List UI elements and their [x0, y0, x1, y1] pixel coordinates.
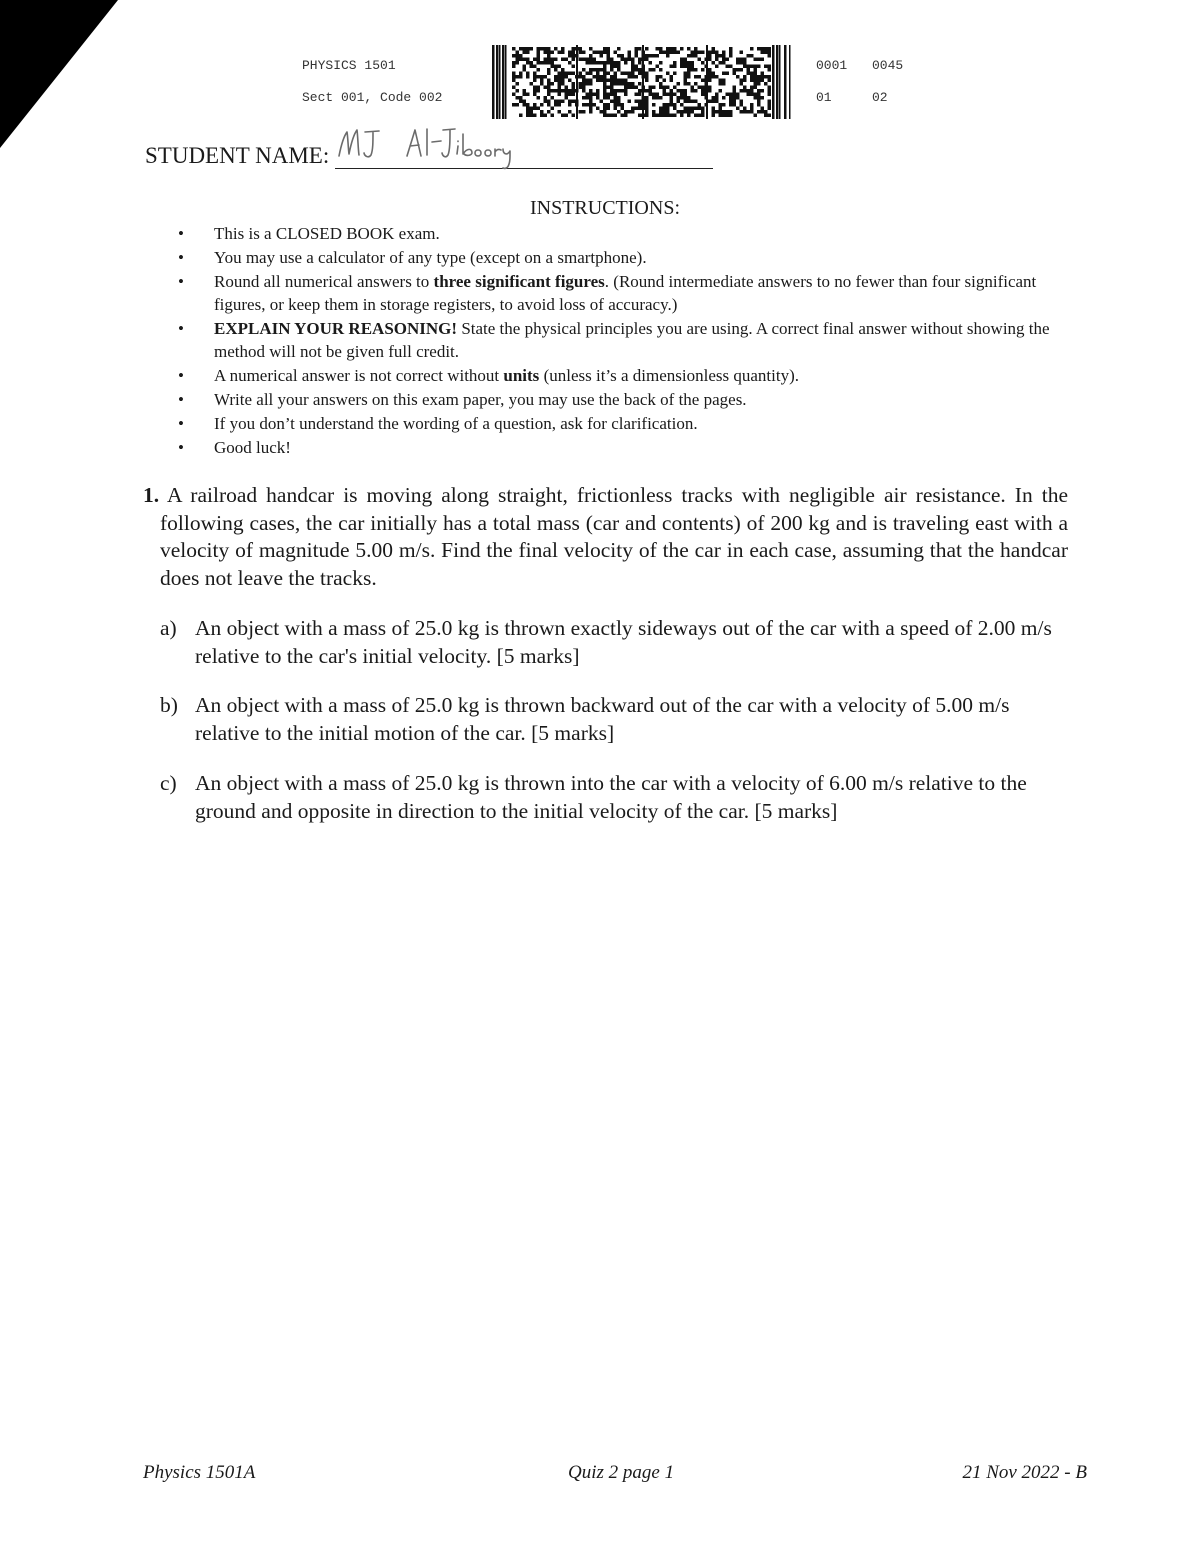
part-text: An object with a mass of 25.0 kg is thrown into the car with a velocity of 6.00 m/s relative to the ground and opposite in direction to the initial velocity of the car. [5 marks]	[195, 771, 1027, 823]
part-label: a)	[160, 616, 177, 640]
instruction-item: • This is a CLOSED BOOK exam.	[172, 222, 1072, 245]
course-code: PHYSICS 1501	[302, 58, 396, 73]
barcode-icon	[492, 45, 794, 119]
part-text: An object with a mass of 25.0 kg is thrown exactly sideways out of the car with a speed of 2.00 m/s relative to the car's initial velocity. [5 marks]	[195, 616, 1052, 668]
instruction-item: • If you don’t understand the wording of a question, ask for clarification.	[172, 412, 1072, 435]
code-bottom-2: 02	[872, 90, 888, 105]
footer-date: 21 Nov 2022 - B	[962, 1462, 1087, 1483]
question-1	[143, 482, 1068, 592]
course-header	[302, 58, 442, 122]
student-name-row	[145, 140, 713, 169]
question-number: 1.	[143, 483, 160, 507]
instruction-item: • EXPLAIN YOUR REASONING! State the physical principles you are using. A correct final answer without showing the method will not be given full credit.	[172, 317, 1072, 363]
footer-course: Physics 1501A	[143, 1462, 256, 1483]
code-bottom-1: 01	[816, 90, 832, 105]
code-top-2: 0045	[872, 58, 904, 73]
exam-codes	[816, 58, 903, 122]
instruction-item: • A numerical answer is not correct without units (unless it’s a dimensionless quantity).	[172, 364, 1072, 387]
section-code: Sect 001, Code 002	[302, 90, 443, 105]
instruction-item: • Good luck!	[172, 436, 1072, 459]
code-top-1: 0001	[816, 58, 848, 73]
question-part-b	[160, 692, 1065, 747]
part-text: An object with a mass of 25.0 kg is thrown backward out of the car with a velocity of 5.00 m/s relative to the initial motion of the car. [5 marks]	[195, 693, 1010, 745]
student-name-field[interactable]	[335, 140, 713, 169]
instructions-title: INSTRUCTIONS:	[529, 197, 680, 219]
corner-registration-mark	[0, 0, 120, 150]
part-label: b)	[160, 693, 178, 717]
question-text: A railroad handcar is moving along straight, frictionless tracks with negligible air resistance. In the following cases, the car initially has a total mass (car and contents) of 200 kg and is traveling east with a velocity of magnitude 5.00 m/s. Find the final velocity of the car in each case, assuming that the handcar does not leave the tracks.	[160, 483, 1068, 590]
part-label: c)	[160, 771, 177, 795]
question-part-c	[160, 770, 1065, 825]
instructions-list	[172, 222, 1072, 460]
student-name-label: STUDENT NAME:	[145, 143, 330, 168]
instruction-item: • You may use a calculator of any type (except on a smartphone).	[172, 246, 1072, 269]
instruction-item: • Round all numerical answers to three significant figures. (Round intermediate answers to no fewer than four significant figures, or keep them in storage registers, to avoid loss of accuracy.)	[172, 270, 1072, 316]
instruction-item: • Write all your answers on this exam paper, you may use the back of the pages.	[172, 388, 1072, 411]
question-part-a	[160, 615, 1065, 670]
footer-page: Quiz 2 page 1	[568, 1462, 675, 1483]
handwritten-name	[335, 124, 555, 174]
